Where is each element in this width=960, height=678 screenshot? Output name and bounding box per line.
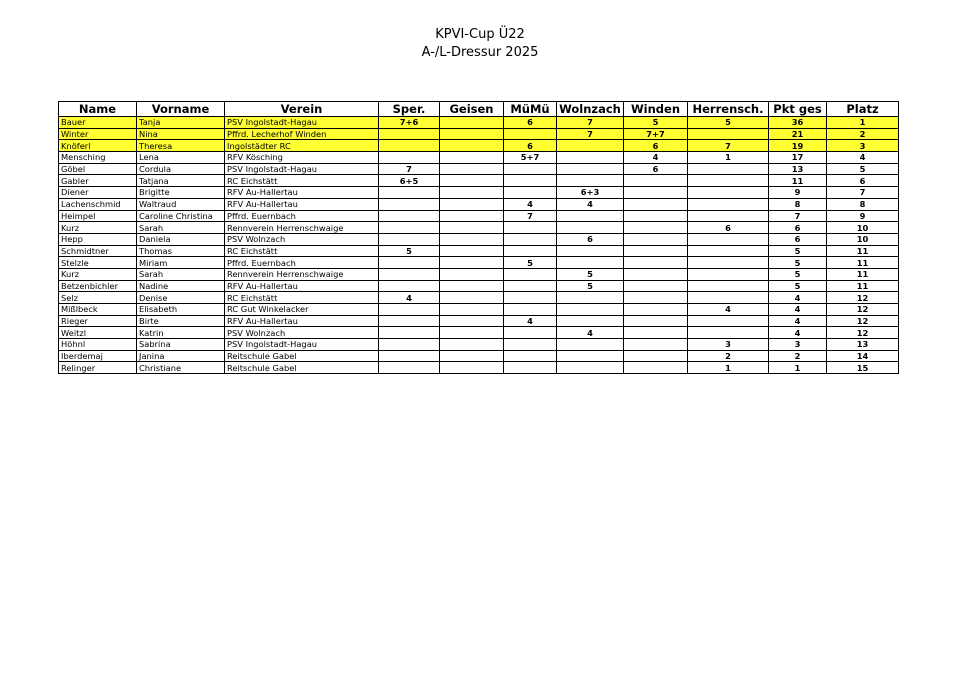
cell-herrensch: 5 [688, 117, 769, 129]
cell-herrensch [688, 257, 769, 269]
cell-herrensch [688, 187, 769, 199]
cell-pkt: 7 [769, 210, 827, 222]
cell-herrensch [688, 268, 769, 280]
cell-herrensch [688, 327, 769, 339]
cell-platz: 10 [827, 233, 899, 245]
cell-geisen [440, 327, 504, 339]
cell-herrensch [688, 280, 769, 292]
cell-winden [624, 280, 688, 292]
table-row [59, 117, 899, 129]
cell-platz: 11 [827, 257, 899, 269]
cell-geisen [440, 140, 504, 152]
cell-pkt: 1 [769, 362, 827, 374]
cell-verein: PSV Ingolstadt-Hagau [225, 117, 379, 129]
cell-geisen [440, 304, 504, 316]
cell-platz: 11 [827, 245, 899, 257]
cell-vorname: Janina [137, 350, 225, 362]
cell-sper [379, 315, 440, 327]
cell-vorname: Lena [137, 152, 225, 164]
cell-sper [379, 152, 440, 164]
cell-pkt: 9 [769, 187, 827, 199]
cell-herrensch: 2 [688, 350, 769, 362]
cell-verein: RC Eichstätt [225, 292, 379, 304]
cell-wolnzach: 5 [557, 268, 624, 280]
cell-herrensch: 6 [688, 222, 769, 234]
cell-geisen [440, 222, 504, 234]
cell-vorname: Nina [137, 128, 225, 140]
cell-platz: 12 [827, 304, 899, 316]
cell-platz: 15 [827, 362, 899, 374]
cell-vorname: Caroline Christina [137, 210, 225, 222]
cell-name: Relinger [59, 362, 137, 374]
cell-geisen [440, 292, 504, 304]
cell-geisen [440, 245, 504, 257]
cell-vorname: Nadine [137, 280, 225, 292]
table-body [59, 117, 899, 374]
cell-herrensch [688, 210, 769, 222]
cell-name: Iberdemaj [59, 350, 137, 362]
cell-wolnzach [557, 210, 624, 222]
col-header-name: Name [59, 102, 137, 117]
cell-name: Kurz [59, 268, 137, 280]
cell-herrensch [688, 233, 769, 245]
table-row [59, 315, 899, 327]
cell-verein: RFV Kösching [225, 152, 379, 164]
table-row [59, 327, 899, 339]
cell-wolnzach [557, 163, 624, 175]
cell-geisen [440, 315, 504, 327]
cell-mumu [504, 339, 557, 351]
cell-wolnzach [557, 292, 624, 304]
cell-pkt: 6 [769, 233, 827, 245]
cell-wolnzach [557, 350, 624, 362]
cell-pkt: 5 [769, 245, 827, 257]
table-row [59, 222, 899, 234]
cell-winden [624, 257, 688, 269]
cell-herrensch [688, 175, 769, 187]
cell-sper [379, 280, 440, 292]
cell-name: Stelzle [59, 257, 137, 269]
cell-platz: 5 [827, 163, 899, 175]
cell-wolnzach: 4 [557, 327, 624, 339]
cell-verein: Reitschule Gabel [225, 362, 379, 374]
cell-pkt: 5 [769, 280, 827, 292]
table-row [59, 292, 899, 304]
cell-pkt: 36 [769, 117, 827, 129]
cell-sper: 7 [379, 163, 440, 175]
col-header-herrensch: Herrensch. [688, 102, 769, 117]
cell-geisen [440, 233, 504, 245]
cell-wolnzach: 6+3 [557, 187, 624, 199]
cell-geisen [440, 339, 504, 351]
cell-winden [624, 198, 688, 210]
cell-winden [624, 315, 688, 327]
cell-name: Schmidtner [59, 245, 137, 257]
cell-winden [624, 245, 688, 257]
table-row [59, 362, 899, 374]
cell-sper [379, 362, 440, 374]
cell-platz: 6 [827, 175, 899, 187]
cell-verein: RFV Au-Hallertau [225, 280, 379, 292]
cell-name: Betzenbichler [59, 280, 137, 292]
cell-name: Knöferl [59, 140, 137, 152]
cell-name: Heimpel [59, 210, 137, 222]
cell-mumu [504, 128, 557, 140]
cell-wolnzach [557, 362, 624, 374]
cell-geisen [440, 350, 504, 362]
cell-verein: RFV Au-Hallertau [225, 187, 379, 199]
cell-pkt: 5 [769, 257, 827, 269]
cell-winden: 5 [624, 117, 688, 129]
cell-mumu [504, 362, 557, 374]
cell-wolnzach: 7 [557, 117, 624, 129]
cell-mumu: 6 [504, 140, 557, 152]
cell-platz: 13 [827, 339, 899, 351]
cell-wolnzach [557, 245, 624, 257]
cell-vorname: Elisabeth [137, 304, 225, 316]
cell-winden: 6 [624, 140, 688, 152]
cell-winden: 4 [624, 152, 688, 164]
cell-vorname: Sarah [137, 222, 225, 234]
cell-herrensch [688, 292, 769, 304]
cell-winden [624, 268, 688, 280]
table-row [59, 233, 899, 245]
cell-winden [624, 327, 688, 339]
cell-name: Mißlbeck [59, 304, 137, 316]
cell-name: Göbel [59, 163, 137, 175]
cell-geisen [440, 117, 504, 129]
cell-platz: 12 [827, 292, 899, 304]
cell-herrensch: 4 [688, 304, 769, 316]
cell-pkt: 17 [769, 152, 827, 164]
cell-name: Diener [59, 187, 137, 199]
cell-geisen [440, 163, 504, 175]
cell-vorname: Tatjana [137, 175, 225, 187]
cell-wolnzach: 5 [557, 280, 624, 292]
cell-sper [379, 327, 440, 339]
cell-geisen [440, 210, 504, 222]
cell-geisen [440, 268, 504, 280]
cell-sper [379, 268, 440, 280]
cell-name: Kurz [59, 222, 137, 234]
cell-pkt: 3 [769, 339, 827, 351]
cell-pkt: 4 [769, 304, 827, 316]
cell-mumu [504, 327, 557, 339]
cell-herrensch: 1 [688, 362, 769, 374]
cell-mumu [504, 233, 557, 245]
cell-vorname: Sarah [137, 268, 225, 280]
cell-vorname: Birte [137, 315, 225, 327]
cell-pkt: 13 [769, 163, 827, 175]
cell-vorname: Miriam [137, 257, 225, 269]
cell-geisen [440, 362, 504, 374]
cell-platz: 12 [827, 315, 899, 327]
table-row [59, 198, 899, 210]
col-header-wolnzach: Wolnzach [557, 102, 624, 117]
cell-verein: Pffrd. Euernbach [225, 257, 379, 269]
cell-sper: 5 [379, 245, 440, 257]
col-header-sper: Sper. [379, 102, 440, 117]
col-header-vorname: Vorname [137, 102, 225, 117]
cell-verein: Pffrd. Euernbach [225, 210, 379, 222]
table-row [59, 140, 899, 152]
cell-wolnzach [557, 304, 624, 316]
cell-verein: PSV Ingolstadt-Hagau [225, 339, 379, 351]
cell-wolnzach: 7 [557, 128, 624, 140]
cell-mumu [504, 280, 557, 292]
cell-geisen [440, 257, 504, 269]
cell-platz: 10 [827, 222, 899, 234]
cell-wolnzach [557, 315, 624, 327]
cell-herrensch: 7 [688, 140, 769, 152]
cell-platz: 1 [827, 117, 899, 129]
cell-wolnzach [557, 222, 624, 234]
cell-pkt: 8 [769, 198, 827, 210]
cell-mumu [504, 175, 557, 187]
cell-verein: Rennverein Herrenschwaige [225, 222, 379, 234]
cell-name: Selz [59, 292, 137, 304]
cell-herrensch: 3 [688, 339, 769, 351]
cell-name: Weitzl [59, 327, 137, 339]
cell-verein: RC Eichstätt [225, 175, 379, 187]
cell-pkt: 21 [769, 128, 827, 140]
cell-verein: PSV Wolnzach [225, 327, 379, 339]
cell-wolnzach [557, 140, 624, 152]
cell-wolnzach [557, 339, 624, 351]
cell-mumu [504, 163, 557, 175]
results-table [58, 101, 899, 374]
cell-herrensch [688, 163, 769, 175]
cell-sper [379, 304, 440, 316]
cell-mumu [504, 304, 557, 316]
cell-wolnzach [557, 257, 624, 269]
cell-sper [379, 222, 440, 234]
cell-verein: PSV Ingolstadt-Hagau [225, 163, 379, 175]
cell-sper: 6+5 [379, 175, 440, 187]
cell-winden [624, 222, 688, 234]
cell-name: Bauer [59, 117, 137, 129]
cell-geisen [440, 187, 504, 199]
cell-winden: 6 [624, 163, 688, 175]
cell-sper: 7+6 [379, 117, 440, 129]
cell-mumu [504, 350, 557, 362]
page-title: KPVI-Cup Ü22 [435, 27, 525, 42]
cell-platz: 7 [827, 187, 899, 199]
cell-winden [624, 350, 688, 362]
cell-vorname: Waltraud [137, 198, 225, 210]
cell-vorname: Sabrina [137, 339, 225, 351]
cell-verein: RFV Au-Hallertau [225, 315, 379, 327]
cell-winden [624, 175, 688, 187]
cell-wolnzach: 6 [557, 233, 624, 245]
cell-winden [624, 339, 688, 351]
cell-mumu: 6 [504, 117, 557, 129]
table-row [59, 268, 899, 280]
cell-geisen [440, 152, 504, 164]
col-header-mumu: MüMü [504, 102, 557, 117]
col-header-verein: Verein [225, 102, 379, 117]
cell-pkt: 2 [769, 350, 827, 362]
cell-verein: RC Eichstätt [225, 245, 379, 257]
cell-vorname: Daniela [137, 233, 225, 245]
table-row [59, 128, 899, 140]
cell-mumu: 4 [504, 198, 557, 210]
cell-wolnzach: 4 [557, 198, 624, 210]
cell-winden [624, 292, 688, 304]
cell-geisen [440, 198, 504, 210]
col-header-winden: Winden [624, 102, 688, 117]
title-block [0, 26, 960, 62]
cell-platz: 11 [827, 268, 899, 280]
cell-platz: 12 [827, 327, 899, 339]
cell-platz: 4 [827, 152, 899, 164]
table-row [59, 210, 899, 222]
cell-vorname: Cordula [137, 163, 225, 175]
cell-mumu: 5 [504, 257, 557, 269]
cell-geisen [440, 175, 504, 187]
table-row [59, 350, 899, 362]
cell-vorname: Denise [137, 292, 225, 304]
col-header-geisen: Geisen [440, 102, 504, 117]
table-row [59, 339, 899, 351]
cell-sper [379, 339, 440, 351]
cell-wolnzach [557, 152, 624, 164]
cell-pkt: 19 [769, 140, 827, 152]
cell-winden [624, 233, 688, 245]
cell-name: Höhnl [59, 339, 137, 351]
cell-vorname: Christiane [137, 362, 225, 374]
cell-sper: 4 [379, 292, 440, 304]
cell-winden [624, 304, 688, 316]
cell-pkt: 4 [769, 327, 827, 339]
cell-mumu: 7 [504, 210, 557, 222]
cell-mumu [504, 222, 557, 234]
cell-platz: 3 [827, 140, 899, 152]
table-row [59, 163, 899, 175]
page-subtitle: A-/L-Dressur 2025 [421, 45, 539, 60]
cell-mumu: 5+7 [504, 152, 557, 164]
cell-wolnzach [557, 175, 624, 187]
cell-pkt: 4 [769, 292, 827, 304]
header-row [59, 102, 899, 117]
cell-mumu [504, 268, 557, 280]
cell-verein: PSV Wolnzach [225, 233, 379, 245]
cell-name: Rieger [59, 315, 137, 327]
cell-sper [379, 140, 440, 152]
table-row [59, 280, 899, 292]
cell-vorname: Tanja [137, 117, 225, 129]
cell-winden [624, 187, 688, 199]
cell-herrensch [688, 315, 769, 327]
col-header-platz: Platz [827, 102, 899, 117]
col-header-pkt-ges: Pkt ges [769, 102, 827, 117]
table-row [59, 187, 899, 199]
cell-verein: RC Gut Winkelacker [225, 304, 379, 316]
cell-geisen [440, 280, 504, 292]
table-row [59, 304, 899, 316]
cell-verein: RFV Au-Hallertau [225, 198, 379, 210]
cell-pkt: 6 [769, 222, 827, 234]
cell-geisen [440, 128, 504, 140]
cell-mumu [504, 292, 557, 304]
cell-platz: 2 [827, 128, 899, 140]
cell-platz: 9 [827, 210, 899, 222]
cell-name: Gabler [59, 175, 137, 187]
cell-sper [379, 210, 440, 222]
cell-sper [379, 198, 440, 210]
cell-pkt: 5 [769, 268, 827, 280]
cell-sper [379, 128, 440, 140]
cell-sper [379, 257, 440, 269]
cell-winden [624, 210, 688, 222]
cell-name: Winter [59, 128, 137, 140]
cell-platz: 14 [827, 350, 899, 362]
cell-vorname: Katrin [137, 327, 225, 339]
table-row [59, 245, 899, 257]
cell-sper [379, 187, 440, 199]
cell-verein: Rennverein Herrenschwaige [225, 268, 379, 280]
cell-herrensch [688, 128, 769, 140]
cell-name: Hepp [59, 233, 137, 245]
table-row [59, 257, 899, 269]
cell-herrensch: 1 [688, 152, 769, 164]
cell-mumu: 4 [504, 315, 557, 327]
cell-winden [624, 362, 688, 374]
cell-vorname: Brigitte [137, 187, 225, 199]
table-row [59, 175, 899, 187]
cell-pkt: 11 [769, 175, 827, 187]
cell-platz: 11 [827, 280, 899, 292]
cell-pkt: 4 [769, 315, 827, 327]
cell-platz: 8 [827, 198, 899, 210]
cell-sper [379, 350, 440, 362]
cell-verein: Ingolstädter RC [225, 140, 379, 152]
cell-sper [379, 233, 440, 245]
cell-herrensch [688, 245, 769, 257]
cell-verein: Reitschule Gabel [225, 350, 379, 362]
cell-vorname: Theresa [137, 140, 225, 152]
cell-name: Mensching [59, 152, 137, 164]
cell-mumu [504, 187, 557, 199]
cell-mumu [504, 245, 557, 257]
table-row [59, 152, 899, 164]
cell-herrensch [688, 198, 769, 210]
cell-winden: 7+7 [624, 128, 688, 140]
cell-verein: Pffrd. Lecherhof Winden [225, 128, 379, 140]
cell-vorname: Thomas [137, 245, 225, 257]
cell-name: Lachenschmid [59, 198, 137, 210]
